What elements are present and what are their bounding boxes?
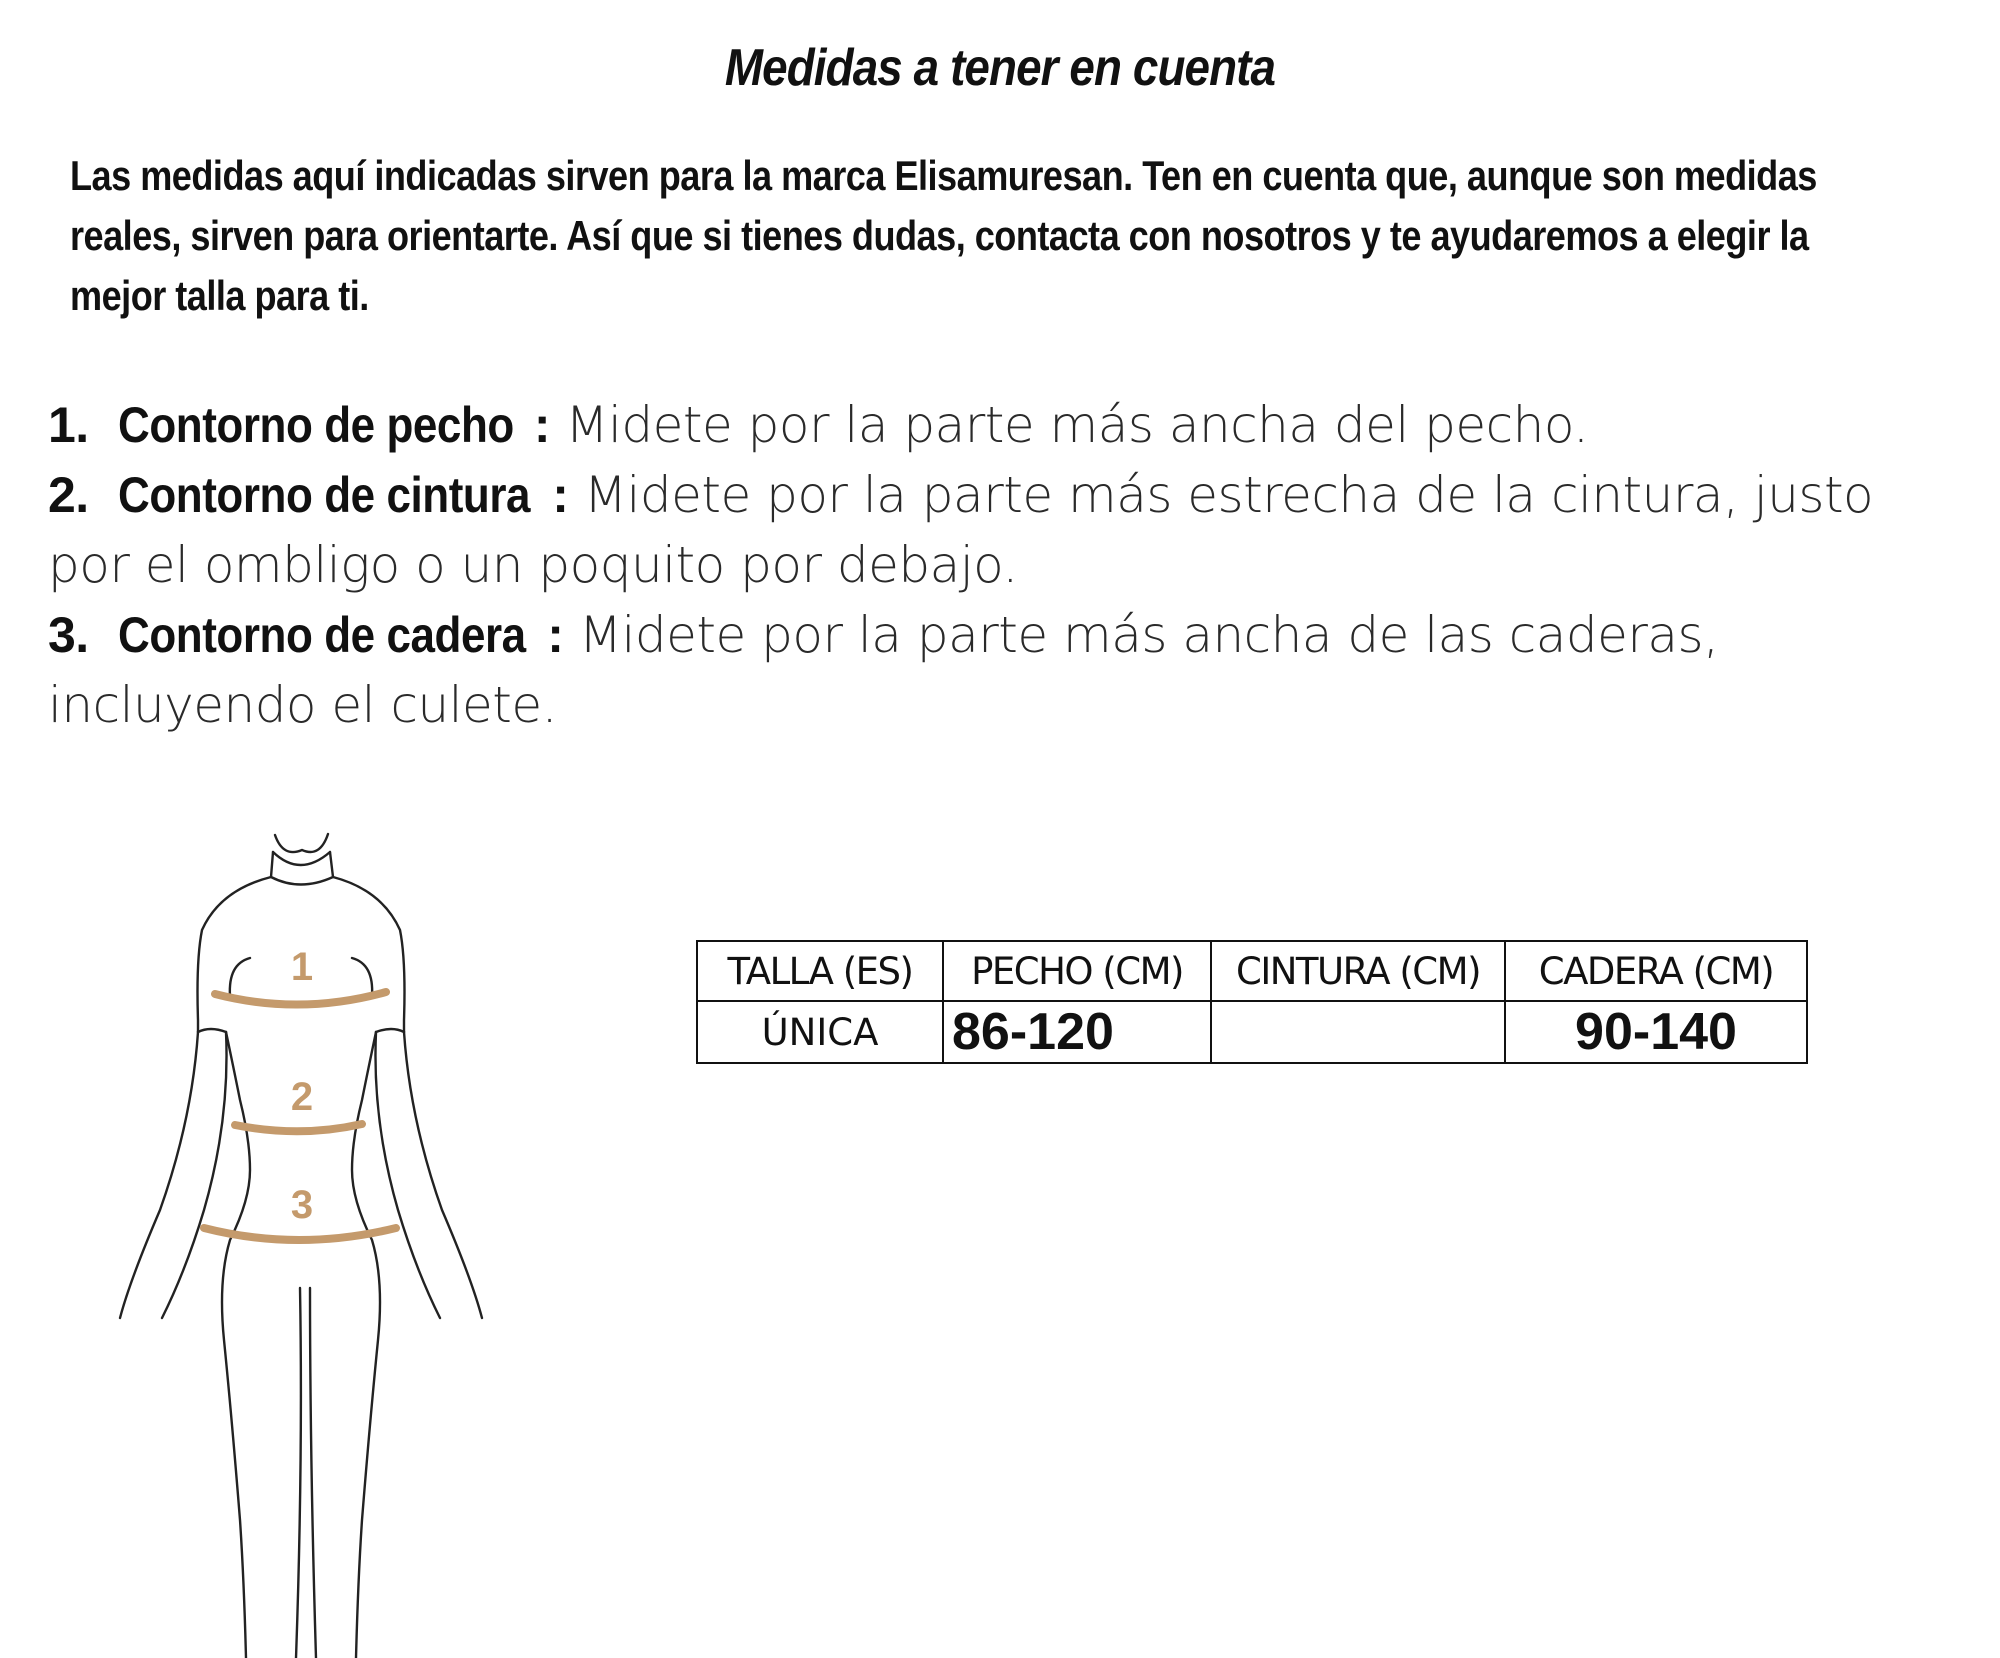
- instruction-colon: :: [552, 467, 569, 523]
- cell-cintura: [1211, 1001, 1505, 1063]
- table-header-row: [697, 941, 1807, 1001]
- cell-talla: ÚNICA: [697, 1001, 943, 1063]
- table-row: [697, 1001, 1807, 1063]
- instruction-term: Contorno de pecho: [118, 397, 514, 453]
- instruction-number: 2.: [48, 467, 89, 523]
- cell-pecho: 86-120: [943, 1001, 1211, 1063]
- body-measurement-figure: [100, 820, 500, 1658]
- intro-paragraph: Las medidas aquí indicadas sirven para la marca Elisamuresan. Ten en cuenta que, aunque son medidas reales, sirven para orientarte. Así que si tienes dudas, contacta con nosotros y te ayudaremos a elegir la mejor talla para ti.: [70, 152, 1817, 319]
- header-pecho: PECHO (CM): [943, 941, 1211, 1001]
- instruction-colon: :: [533, 397, 550, 453]
- instruction-item: [48, 460, 1948, 600]
- instruction-item: [48, 600, 1948, 740]
- page-title: Medidas a tener en cuenta: [724, 39, 1276, 97]
- header-cintura: CINTURA (CM): [1211, 941, 1505, 1001]
- waist-line: [235, 1124, 362, 1131]
- instruction-description: Midete por la parte más ancha de las caderas, incluyendo el culete.: [48, 606, 1719, 734]
- instruction-term: Contorno de cintura: [118, 467, 531, 523]
- header-cadera: CADERA (CM): [1505, 941, 1807, 1001]
- cell-cadera: 90-140: [1505, 1001, 1807, 1063]
- instruction-description: Midete por la parte más ancha del pecho.: [549, 396, 1589, 454]
- instruction-item: [48, 390, 1948, 460]
- marker-1-label: 1: [290, 945, 314, 989]
- instruction-description: Midete por la parte más estrecha de la cintura, justo por el ombligo o un poquito por debajo.: [48, 466, 1874, 594]
- marker-2-label: 2: [290, 1075, 314, 1119]
- instruction-term: Contorno de cadera: [118, 607, 526, 663]
- size-table: [696, 940, 1808, 1064]
- header-talla: TALLA (ES): [697, 941, 943, 1001]
- instruction-number: 3.: [48, 607, 89, 663]
- measurement-instructions: [48, 390, 1948, 740]
- instruction-number: 1.: [48, 397, 89, 453]
- instruction-colon: :: [547, 607, 564, 663]
- marker-3-label: 3: [290, 1183, 314, 1227]
- chest-line: [215, 992, 386, 1005]
